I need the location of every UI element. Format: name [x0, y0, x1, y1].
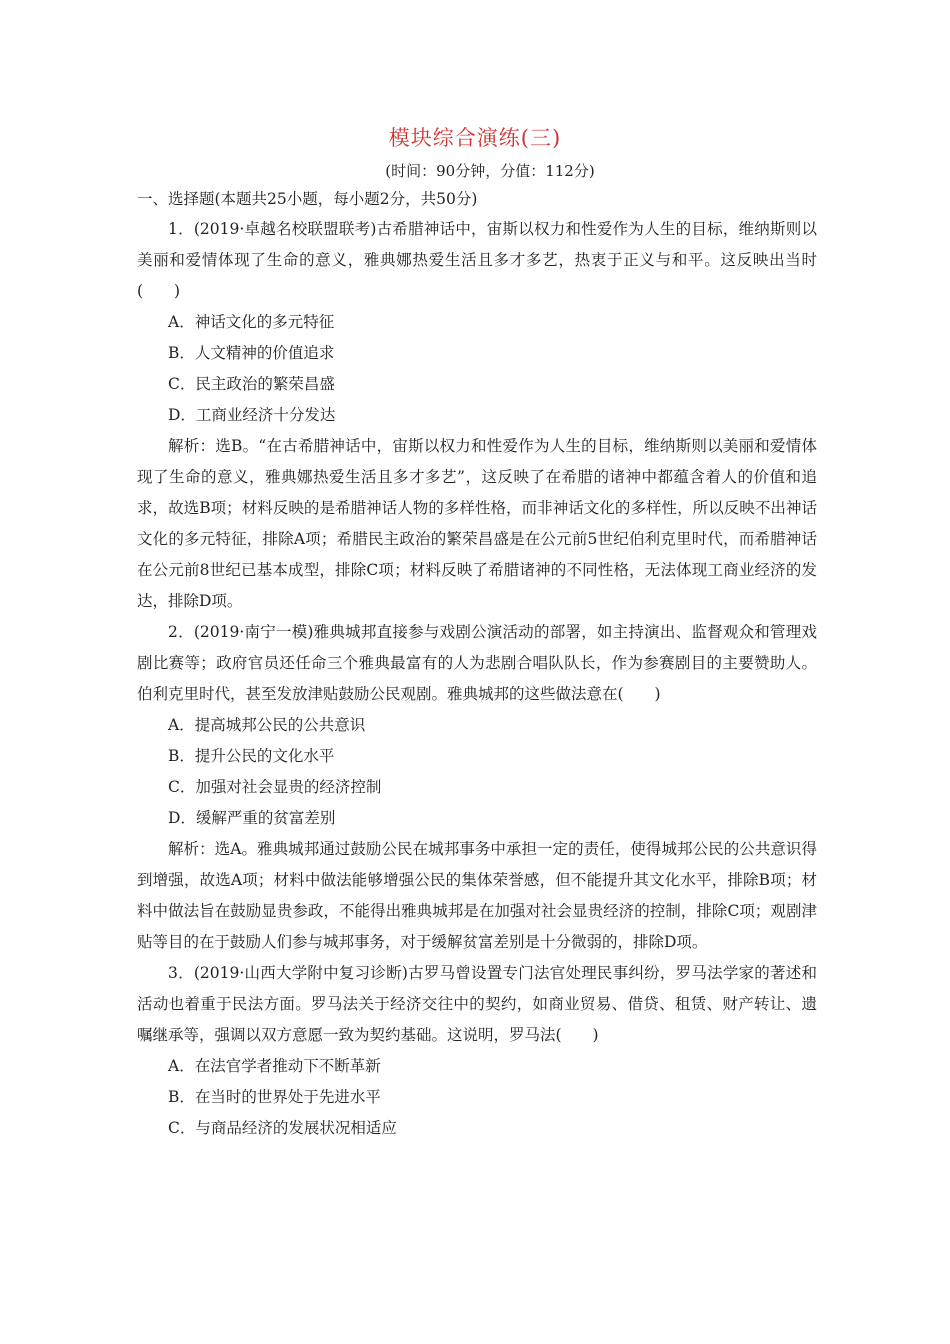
question-1-option-b: B．人文精神的价值追求	[168, 344, 335, 362]
question-1-analysis: 解析：选B。“在古希腊神话中，宙斯以权力和性爱作为人生的目标，维纳斯则以美丽和爱情体现了生命的意义，雅典娜热爱生活且多才多艺”，这反映了在希腊的诸神中都蕴含着人的价值和追求，故选B项；材料反映的是希腊神话人物的多样性格，而非神话文化的多样性，所以反映不出神话文化的多元特征，排除A项；希腊民主政治的繁荣昌盛是在公元前5世纪伯利克里时代，而希腊神话在公元前8世纪已基本成型，排除C项；材料反映了希腊诸神的不同性格，无法体现工商业经济的发达，排除D项。	[137, 437, 817, 610]
question-3-option-b: B．在当时的世界处于先进水平	[168, 1088, 381, 1106]
question-2-option-d: D．缓解严重的贫富差别	[168, 809, 336, 827]
question-2-option-c: C．加强对社会显贵的经济控制	[168, 778, 382, 796]
question-2-option-a: A．提高城邦公民的公共意识	[168, 716, 366, 734]
question-2-stem: 2．(2019·南宁一模)雅典城邦直接参与戏剧公演活动的部署，如主持演出、监督观众和管理戏剧比赛等；政府官员还任命三个雅典最富有的人为悲剧合唱队队长，作为参赛剧目的主要赞助人。伯利克里时代，甚至发放津贴鼓励公民观剧。雅典城邦的这些做法意在( )	[137, 623, 817, 703]
question-1-stem: 1．(2019·卓越名校联盟联考)古希腊神话中，宙斯以权力和性爱作为人生的目标，维纳斯则以美丽和爱情体现了生命的意义，雅典娜热爱生活且多才多艺，热衷于正义与和平。这反映出当时( )	[137, 220, 817, 300]
question-2-option-b: B．提升公民的文化水平	[168, 747, 335, 765]
page-title: 模块综合演练(三)	[388, 126, 562, 150]
question-2-analysis: 解析：选A。雅典城邦通过鼓励公民在城邦事务中承担一定的责任，使得城邦公民的公共意识得到增强，故选A项；材料中做法能够增强公民的集体荣誉感，但不能提升其文化水平，排除B项；材料中做法旨在鼓励显贵参政，不能得出雅典城邦是在加强对社会显贵经济的控制，排除C项；观剧津贴等目的在于鼓励人们参与城邦事务，对于缓解贫富差别是十分微弱的，排除D项。	[137, 840, 817, 951]
question-1-option-c: C．民主政治的繁荣昌盛	[168, 375, 335, 393]
question-3-option-c: C．与商品经济的发展状况相适应	[168, 1119, 397, 1137]
question-3-stem: 3．(2019·山西大学附中复习诊断)古罗马曾设置专门法官处理民事纠纷，罗马法学家的著述和活动也着重于民法方面。罗马法关于经济交往中的契约，如商业贸易、借贷、租赁、财产转让、遗嘱继承等，强调以双方意愿一致为契约基础。这说明，罗马法( )	[137, 964, 817, 1044]
question-list	[137, 214, 817, 1144]
page-subtitle: (时间：90分钟，分值：112分)	[385, 162, 595, 180]
section-heading: 一、选择题(本题共25小题，每小题2分，共50分)	[137, 190, 478, 208]
question-3-option-a: A．在法官学者推动下不断革新	[168, 1057, 381, 1075]
question-1-option-d: D．工商业经济十分发达	[168, 406, 336, 424]
question-1-option-a: A．神话文化的多元特征	[168, 313, 335, 331]
